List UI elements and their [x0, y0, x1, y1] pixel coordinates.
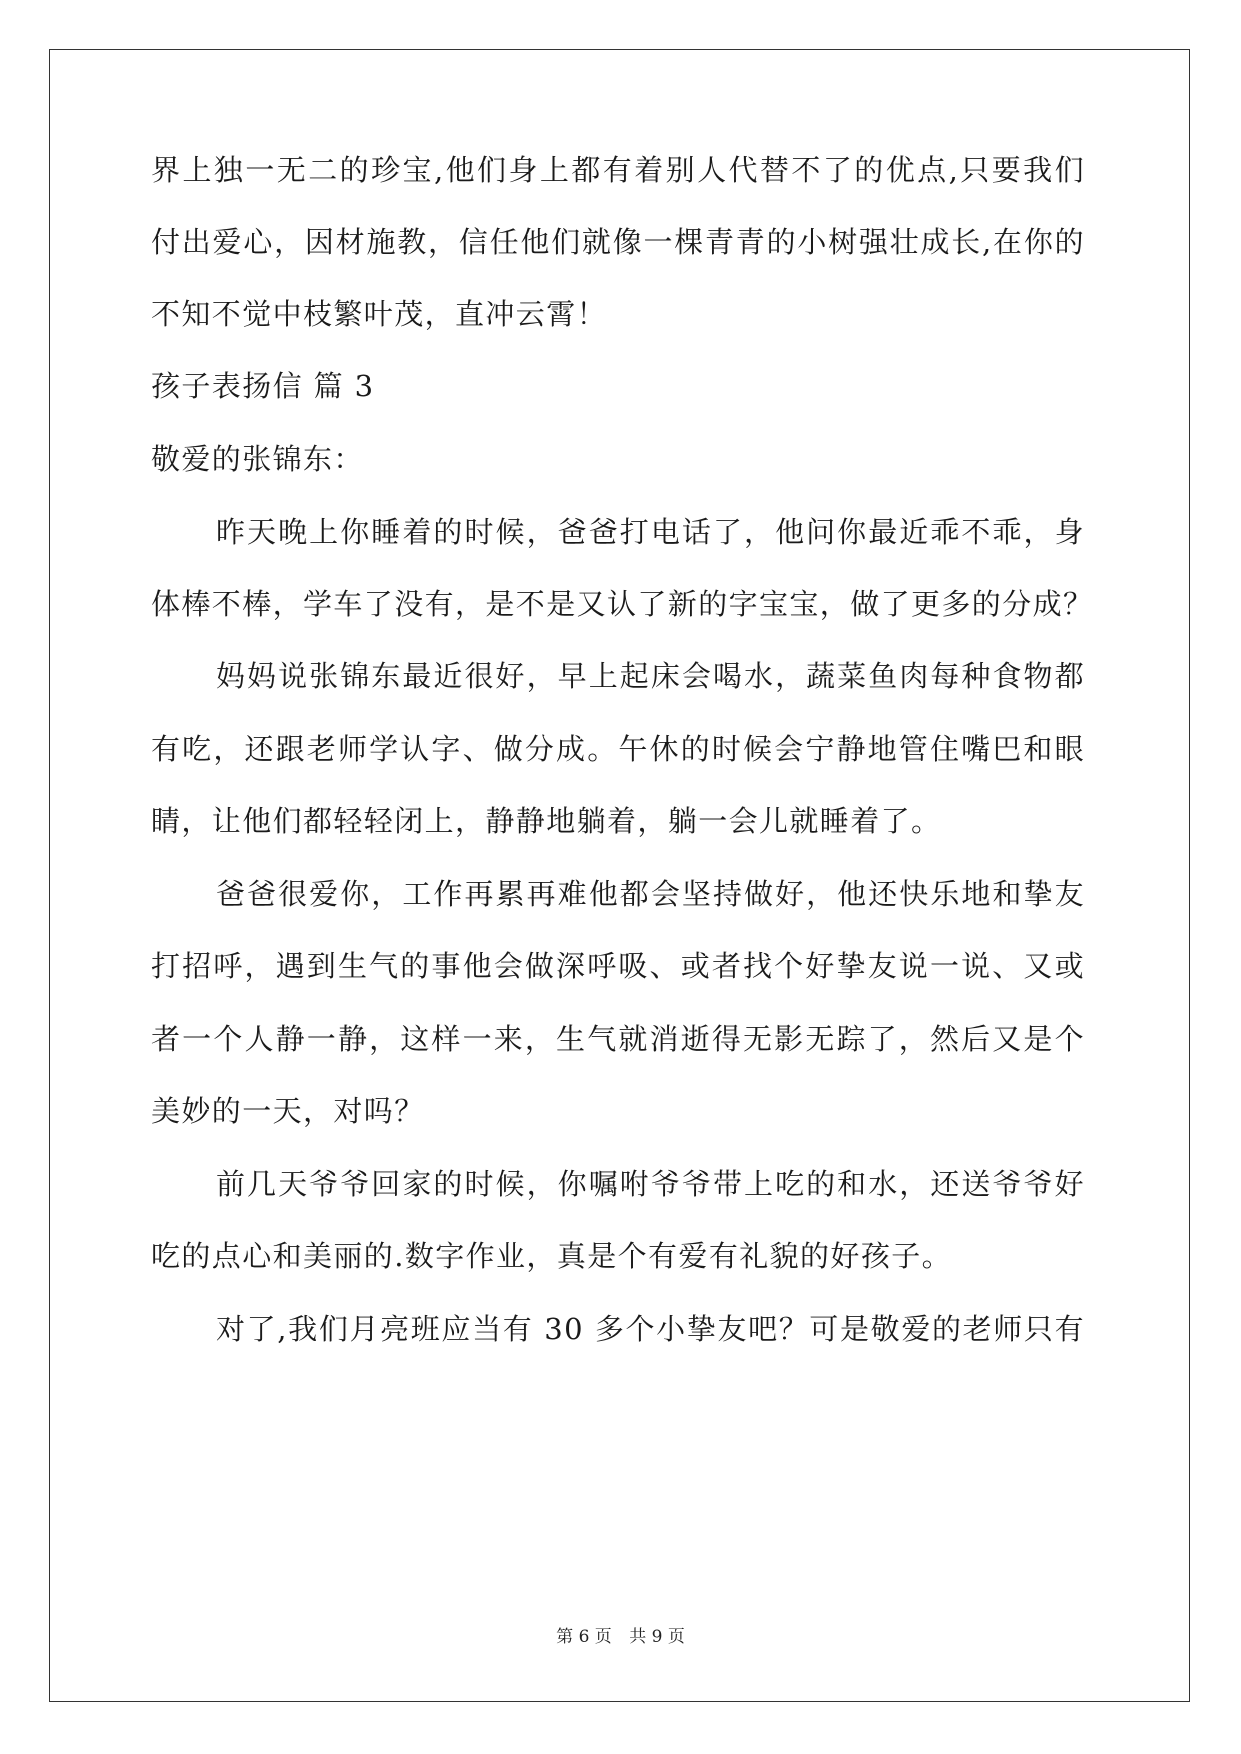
page-total: 共 9 页 — [629, 1627, 685, 1647]
body-line-1: 界上独一无二的珍宝,他们身上都有着别人代替不了的优点,只要我们 — [151, 153, 1085, 187]
paragraph-5-line-1: 对了,我们月亮班应当有 30 多个小挚友吧？可是敬爱的老师只有 — [216, 1312, 1085, 1346]
paragraph-3-line-1: 爸爸很爱你，工作再累再难他都会坚持做好，他还快乐地和挚友 — [216, 877, 1085, 911]
page-number: 第 6 页 — [556, 1627, 612, 1647]
paragraph-4-line-1: 前几天爷爷回家的时候，你嘱咐爷爷带上吃的和水，还送爷爷好 — [216, 1167, 1085, 1201]
paragraph-2-line-3: 睛，让他们都轻轻闭上，静静地躺着，躺一会儿就睡着了。 — [151, 804, 942, 838]
salutation: 敬爱的张锦东： — [151, 442, 364, 476]
paragraph-3-line-3: 者一个人静一静，这样一来，生气就消逝得无影无踪了，然后又是个 — [151, 1022, 1085, 1056]
body-line-2: 付出爱心，因材施教，信任他们就像一棵青青的小树强壮成长,在你的 — [151, 225, 1085, 259]
paragraph-2-line-2: 有吃，还跟老师学认字、做分成。午休的时候会宁静地管住嘴巴和眼 — [151, 732, 1085, 766]
paragraph-1-line-1: 昨天晚上你睡着的时候，爸爸打电话了，他问你最近乖不乖，身 — [216, 515, 1085, 549]
page-footer — [0, 1622, 1241, 1647]
body-line-3: 不知不觉中枝繁叶茂，直冲云霄！ — [151, 297, 608, 331]
paragraph-2-line-1: 妈妈说张锦东最近很好，早上起床会喝水，蔬菜鱼肉每种食物都 — [216, 659, 1085, 693]
paragraph-1-line-2: 体棒不棒，学车了没有，是不是又认了新的字宝宝，做了更多的分成？ — [151, 587, 1094, 621]
paragraph-3-line-4: 美妙的一天，对吗？ — [151, 1094, 425, 1128]
paragraph-4-line-2: 吃的点心和美丽的.数字作业，真是个有爱有礼貌的好孩子。 — [151, 1239, 953, 1273]
section-heading: 孩子表扬信 篇 3 — [151, 369, 375, 403]
paragraph-3-line-2: 打招呼，遇到生气的事他会做深呼吸、或者找个好挚友说一说、又或 — [151, 949, 1085, 983]
